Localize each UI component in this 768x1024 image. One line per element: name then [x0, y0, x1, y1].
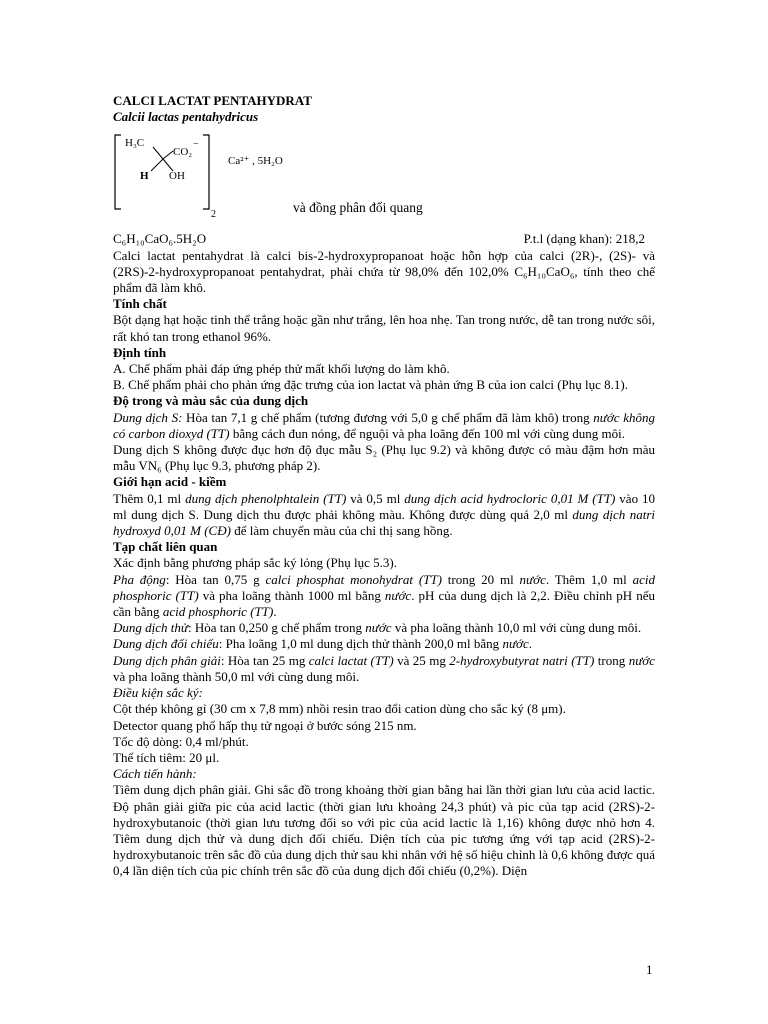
- italic-run: 2-hydroxybutyrat natri (TT): [449, 652, 595, 668]
- minus-label: −: [193, 139, 199, 151]
- italic-run: nước không có carbon dioxyd (TT): [113, 409, 655, 441]
- dinh-tinh-b: B. Chế phẩm phải cho phản ứng đặc trưng của ion lactat và phản ứng B của ion calci (Phụ lục 8.1).: [113, 377, 628, 393]
- italic-run: nước: [502, 636, 529, 652]
- formula-row: [113, 231, 655, 247]
- bracket-subscript: 2: [211, 209, 216, 221]
- text-run: và 25 mg: [393, 652, 450, 668]
- page-number: 1: [646, 962, 653, 977]
- text-run: . pH của dung dịch là 2,2. Điều chỉnh pH nếu cần bằng: [113, 587, 655, 620]
- italic-run: dung dịch acid hydrocloric 0,01 M (TT): [404, 490, 616, 506]
- oh-label: OH: [169, 170, 185, 183]
- text-run: : Pha loãng 1,0 ml dung dịch thử thành 200,0 ml bằng: [218, 636, 503, 652]
- text-run: và pha loãng thành 10,0 ml với cùng dung môi.: [391, 620, 642, 636]
- italic-run: acid phosphoric (TT): [162, 604, 274, 620]
- text-run: vào 10 ml dung dịch S. Dung dịch thu được phải không màu. Không được dùng quá 2,0 ml: [113, 490, 655, 522]
- heading-tap-chat: Tạp chất liên quan: [113, 539, 218, 555]
- italic-run: calci phosphat monohydrat (TT): [265, 571, 442, 587]
- dung-dich-doi-chieu: [113, 636, 655, 652]
- italic-run: Pha động: [113, 571, 166, 587]
- italic-run: Dung dịch phân giải: [113, 652, 221, 668]
- text-run: . Thêm 1,0 ml: [545, 571, 633, 587]
- tap-chat-method: Xác định bằng phương pháp sắc ký lỏng (Phụ lục 5.3).: [113, 555, 397, 571]
- italic-run: nước: [519, 571, 546, 587]
- molecular-weight: P.t.l (dạng khan): 218,2: [523, 231, 645, 247]
- italic-run: dung dịch natri hydroxyd 0,01 M (CĐ): [113, 506, 656, 539]
- h-label: H: [140, 170, 149, 183]
- italic-run: Dung dịch thử: [113, 620, 188, 636]
- text-run: và pha loãng thành 1000 ml bằng: [198, 587, 385, 603]
- italic-run: calci lactat (TT): [308, 652, 394, 668]
- italic-run: acid phosphoric (TT): [113, 571, 655, 603]
- co2-label: CO₂: [173, 146, 193, 159]
- text-run: và pha loãng thành 50,0 ml với cùng dung môi.: [113, 668, 360, 684]
- dung-dich-phan-giai: [113, 653, 655, 685]
- text-run: : Hòa tan 0,75 g: [165, 571, 266, 587]
- text-run: : Hòa tan 25 mg: [220, 652, 309, 668]
- text-run: Thêm 0,1 ml: [113, 490, 186, 506]
- dieu-kien-4: Thể tích tiêm: 20 μl.: [113, 749, 220, 765]
- italic-run: nước: [384, 587, 412, 603]
- monograph-title: CALCI LACTAT PENTAHYDRAT: [113, 93, 312, 108]
- latin-name: Calcii lactas pentahydricus: [113, 109, 259, 125]
- gioi-han-text: [113, 491, 655, 540]
- cach-tien-hanh-text: Tiêm dung dịch phân giải. Ghi sắc đồ trong khoảng thời gian bằng hai lần thời gian lưu của acid lactic. Độ phân giải giữa pic của acid lactic (thời gian lưu khoảng 24,3 phút) và pic của tạp acid (2RS)-2-hydroxybutanoic (thời gian lưu tương đối so với pic của acid lactic là 1,16) không được nhỏ hơn 4. Tiêm dung dịch thử và dung dịch đối chiếu. Diện tích của pic tương ứng với tạp acid (2RS)-2-hydroxybutanoic trên sắc đồ của dung dịch thử sau khi nhân với hệ số hiệu chỉnh là 0,6 không được quá 0,4 lần diện tích của pic chính trên sắc đồ của dung dịch đối chiếu (0,2%). Diện: [113, 782, 655, 879]
- s-label: Dung dịch S:: [113, 409, 183, 425]
- text-run: để làm chuyển màu của chỉ thị sang hồng.: [230, 523, 453, 539]
- heading-do-trong: Độ trong và màu sắc của dung dịch: [113, 393, 309, 409]
- calcium-label: Ca²⁺ , 5H₂O: [228, 155, 283, 168]
- heading-gioi-han: Giới hạn acid - kiềm: [113, 474, 227, 490]
- text-run: bằng cách đun nóng, để nguội và pha loãng đến 100 ml với cùng dung môi.: [229, 425, 625, 441]
- heading-dinh-tinh: Định tính: [113, 344, 167, 360]
- h3c-label: H₃C: [125, 137, 145, 150]
- tinh-chat-text: Bột dạng hạt hoặc tinh thể trắng hoặc gần như trắng, lên hoa nhẹ. Tan trong nước, dễ tan trong nước sôi, rất khó tan trong ethanol 96%.: [113, 312, 655, 344]
- heading-tinh-chat: Tính chất: [113, 296, 167, 312]
- dinh-tinh-a: A. Chế phẩm phải đáp ứng phép thử mất khối lượng do làm khô.: [113, 361, 450, 377]
- structural-formula: [113, 127, 655, 227]
- pha-dong: [113, 572, 655, 621]
- text-run: : Hòa tan 0,250 g chế phẩm trong: [187, 620, 366, 636]
- text-run: trong 20 ml: [441, 571, 520, 587]
- text-run: .: [273, 604, 277, 620]
- text-run: trong: [594, 652, 629, 668]
- isomer-note: và đồng phân đối quang: [293, 200, 423, 216]
- italic-run: Cách tiến hành:: [113, 766, 197, 782]
- intro-paragraph: Calci lactat pentahydrat là calci bis-2-hydroxypropanoat hoặc hỗn hợp của calci (2R)-, (2S)- và (2RS)-2-hydroxypropanoat pentahydrat, phải chứa từ 98,0% đến 102,0% C₆H₁₀CaO₆, tính theo chế phẩm đã làm khô.: [113, 247, 655, 296]
- text-run: Hòa tan 7,1 g chế phẩm (tương đương với 5,0 g chế phẩm đã làm khô) trong: [182, 409, 594, 425]
- italic-run: nước: [628, 652, 655, 668]
- dieu-kien-1: Cột thép không gỉ (30 cm x 7,8 mm) nhồi resin trao đổi cation dùng cho sắc ký (8 μm).: [113, 701, 566, 717]
- italic-run: Điều kiện sắc ký:: [113, 685, 203, 701]
- italic-run: dung dịch phenolphtalein (TT): [185, 490, 347, 506]
- molecular-formula: C₆H₁₀CaO₆.5H₂O: [113, 231, 207, 247]
- text-run: và 0,5 ml: [346, 490, 405, 506]
- dieu-kien-2: Detector quang phổ hấp thụ tử ngoại ở bước sóng 215 nm.: [113, 717, 417, 733]
- dung-dich-thu: [113, 620, 655, 636]
- italic-run: Dung dịch đối chiếu: [113, 636, 219, 652]
- cach-tien-hanh-label: [113, 766, 655, 782]
- italic-run: nước: [365, 620, 392, 636]
- text-run: .: [528, 636, 532, 652]
- dieu-kien-3: Tốc độ dòng: 0,4 ml/phút.: [113, 733, 249, 749]
- document-page: [113, 93, 655, 880]
- do-trong-p2: Dung dịch S không được đục hơn độ đục mẫu S₂ (Phụ lục 9.2) và không được có màu đậm hơn màu mẫu VN₆ (Phụ lục 9.3, phương pháp 2).: [113, 442, 655, 474]
- dieu-kien-label: [113, 685, 655, 701]
- do-trong-s: [113, 410, 655, 442]
